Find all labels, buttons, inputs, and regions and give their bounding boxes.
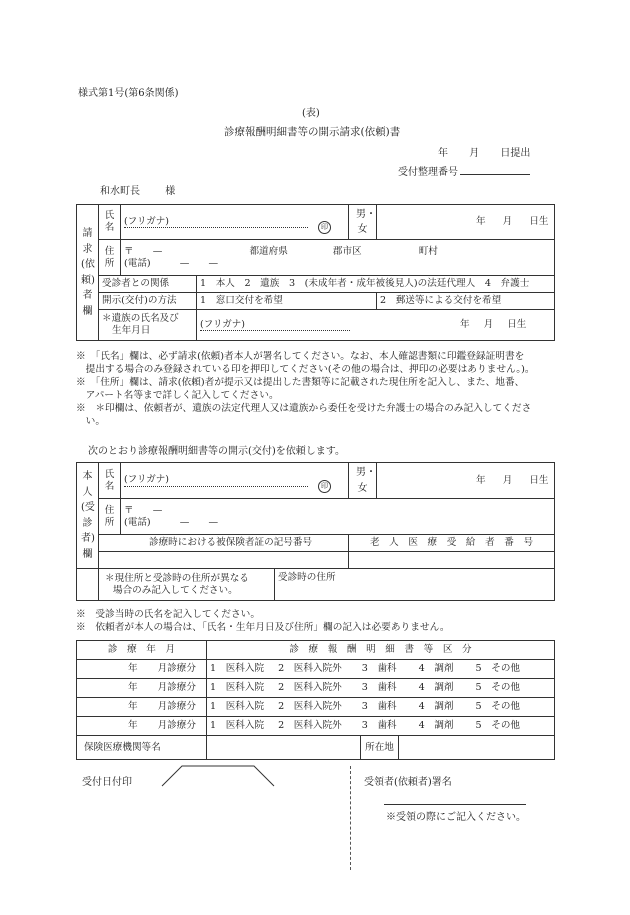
requester-name-field[interactable]: [121, 205, 349, 240]
bereaved-furigana: (フリガナ): [200, 319, 350, 332]
date-year: 年: [438, 148, 448, 159]
note-line: ※ 「住所」欄は、請求(依頼)者が提示又は提出した書類等に記載された現住所を記入し、また、地番、: [76, 377, 525, 388]
category-options[interactable]: 1 医科入院 2 医科入院外 3 歯科 4 調剤 5 その他: [207, 679, 555, 698]
requester-seal-icon: 印: [318, 221, 331, 234]
claims-table: [76, 640, 555, 760]
notes-block-2: [76, 608, 450, 634]
requester-address-label: 住 所: [99, 240, 121, 276]
requester-table: [76, 204, 555, 341]
note-line: ※ ＊印欄は、依頼者が、遺族の法定代理人又は遺族から委任を受けた弁護士の場合のみ記入してくださ: [76, 403, 532, 414]
date-day: 日提出: [500, 148, 531, 159]
recipient-note: ※受領の際にご記入ください。: [386, 812, 526, 823]
patient-phone-dash: — —: [179, 516, 219, 528]
method-label: 開示(交付)の方法: [99, 293, 197, 310]
relation-label: 受診者との関係: [99, 276, 197, 293]
header-month: 診 療 年 月: [77, 641, 207, 660]
submission-date[interactable]: [438, 144, 530, 159]
note-line: ※ 「氏名」欄は、必ず請求(依頼)者本人が署名してください。なお、本人確認書類に印鑑登録証明書を: [76, 351, 525, 362]
form-title: 診療報酬明細書等の開示請求(依頼)書: [224, 126, 401, 138]
patient-side-label: 本人(受診者)欄: [77, 463, 99, 569]
method-option-mail[interactable]: 2 郵送等による交付を希望: [377, 293, 555, 310]
requester-city: 郡市区: [332, 245, 362, 257]
patient-name-field[interactable]: [121, 463, 349, 499]
category-options[interactable]: 1 医科入院 2 医科入院外 3 歯科 4 調剤 5 その他: [207, 660, 555, 679]
patient-seal-icon: 印: [318, 480, 331, 493]
institution-label: 保険医療機関等名: [77, 736, 207, 760]
category-options[interactable]: 1 医科入院 2 医科入院外 3 歯科 4 調剤 5 その他: [207, 698, 555, 717]
note-line: い。: [76, 416, 106, 427]
patient-phone: (電話): [124, 516, 151, 528]
diff-address-label: ＊現住所と受診時の住所が異なる 場合のみ記入してください。: [99, 569, 275, 601]
bereaved-field[interactable]: (フリガナ) 年 月 日生: [197, 310, 555, 341]
addressee-sama: 様: [165, 186, 176, 197]
addressee-town: 和水町長: [100, 186, 140, 197]
intro-text: 次のとおり診療報酬明細書等の開示(交付)を依頼します。: [88, 446, 346, 457]
note-line: 提出する場合のみ登録されている印を押印してください(その他の場合は、押印の必要はありません。)。: [76, 364, 535, 375]
relation-options[interactable]: 1 本人 2 遺族 3 (未成年者・成年被後見人)の法廷代理人 4 弁護士: [197, 276, 555, 293]
notes-block-1: [76, 350, 535, 428]
method-option-counter[interactable]: 1 窓口交付を希望: [197, 293, 377, 310]
date-month: 月: [469, 148, 480, 159]
requester-furigana: (フリガナ): [124, 216, 308, 229]
patient-address-field[interactable]: [121, 499, 555, 535]
reception-number-field[interactable]: [460, 174, 530, 175]
footer-divider: [350, 766, 351, 870]
table-row[interactable]: 年 月診療分 1 医科入院 2 医科入院外 3 歯科 4 調剤 5 その他: [77, 679, 555, 698]
patient-furigana: (フリガナ): [124, 474, 308, 487]
table-row[interactable]: 年 月診療分 1 医科入院 2 医科入院外 3 歯科 4 調剤 5 その他: [77, 660, 555, 679]
form-style-label: 様式第1号(第6条関係): [78, 88, 179, 99]
requester-side-label: 請求(依頼)者欄: [77, 205, 99, 341]
recipient-signature-label: 受領者(依頼者)署名: [364, 777, 452, 788]
requester-phone: (電話): [124, 257, 151, 269]
insurance-number-label: 診療時における被保険者証の記号番号: [99, 535, 349, 552]
patient-table: [76, 462, 555, 601]
requester-phone-dash: — —: [179, 257, 219, 269]
visit-address-label: 受診時の住所: [278, 572, 336, 583]
institution-field[interactable]: [207, 736, 361, 760]
category-options[interactable]: 1 医科入院 2 医科入院外 3 歯科 4 調剤 5 その他: [207, 717, 555, 736]
table-row[interactable]: 年 月診療分 1 医科入院 2 医科入院外 3 歯科 4 調剤 5 その他: [77, 717, 555, 736]
form-side-label: (表): [302, 108, 320, 119]
requester-name-label: 氏 名: [99, 205, 121, 240]
patient-postal: 〒 —: [124, 504, 163, 516]
receipt-stamp-label: 受付日付印: [82, 777, 132, 788]
note-line: ※ 依頼者が本人の場合は、「氏名・生年月日及び住所」欄の記入は必要ありません。: [76, 622, 450, 633]
note-line: ※ 受診当時の氏名を記入してください。: [76, 609, 261, 620]
requester-town: 町村: [418, 245, 438, 257]
table-row[interactable]: 年 月診療分 1 医科入院 2 医科入院外 3 歯科 4 調剤 5 その他: [77, 698, 555, 717]
insurance-number-field[interactable]: [99, 552, 349, 569]
addressee: [100, 182, 175, 197]
receipt-stamp-area[interactable]: [160, 764, 276, 788]
bereaved-label: ＊遺族の氏名及び 生年月日: [99, 310, 197, 341]
location-label: 所在地: [361, 736, 399, 760]
requester-postal: 〒 —: [124, 245, 163, 257]
patient-address-label: 住 所: [99, 499, 121, 535]
recipient-signature-field[interactable]: [384, 804, 526, 805]
location-field[interactable]: [399, 736, 555, 760]
requester-address-field[interactable]: [121, 240, 555, 276]
reception-number-label: 受付整理番号: [398, 167, 458, 178]
requester-pref: 都道府県: [249, 245, 288, 257]
patient-name-label: 氏 名: [99, 463, 121, 499]
elderly-number-label: 老 人 医 療 受 給 者 番 号: [349, 535, 555, 552]
elderly-number-field[interactable]: [349, 552, 555, 569]
requester-dob-field[interactable]: 年 月 日生: [377, 205, 555, 240]
patient-dob-field[interactable]: 年 月 日生: [377, 463, 555, 499]
requester-sex-field[interactable]: 男・女: [349, 205, 377, 240]
patient-sex-field[interactable]: 男・女: [349, 463, 377, 499]
note-line: アパート名等まで詳しく記入してください。: [76, 390, 279, 401]
header-category: 診 療 報 酬 明 細 書 等 区 分: [207, 641, 555, 660]
visit-address-field[interactable]: [275, 569, 555, 601]
